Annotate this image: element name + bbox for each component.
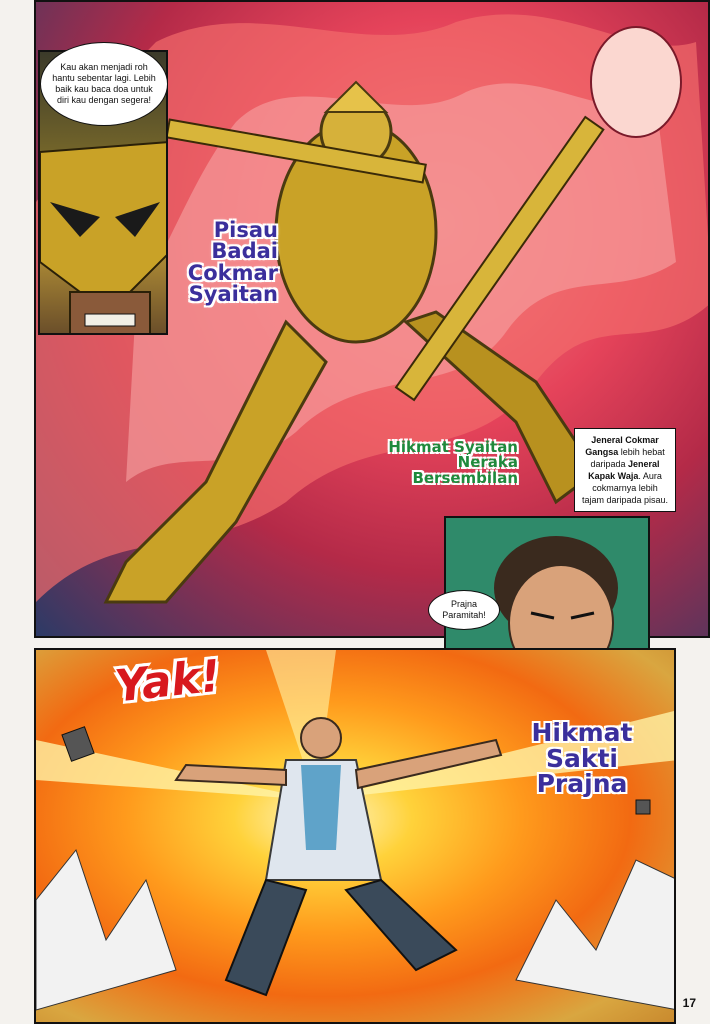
sfx-yak: Yak! bbox=[112, 650, 223, 713]
caption-text-1: lebih hebat daripada bbox=[590, 447, 665, 469]
sfx-pisau-badai: Pisau Badai Cokmar Syaitan bbox=[187, 218, 278, 307]
speech-bubble-mask: Kau akan menjadi roh hantu sebentar lagi. Lebih baik kau baca doa untuk diri kau dengan segera! bbox=[40, 42, 168, 126]
speech-bubble-monk: Prajna Paramitah! bbox=[428, 590, 500, 630]
caption-bold-1: Jeneral Cokmar Gangsa bbox=[585, 435, 659, 457]
sfx-hikmat-sakti-prajna: Hikmat Sakti Prajna bbox=[531, 718, 633, 798]
caption-bold-2: Jeneral Kapak Waja bbox=[588, 459, 660, 481]
caption-text-2: . Aura cokmarnya lebih tajam daripada pisau. bbox=[581, 471, 669, 505]
narration-caption bbox=[574, 428, 676, 512]
page-number: 17 bbox=[682, 996, 696, 1010]
sfx-hikmat-syaitan: Hikmat Syaitan Neraka Bersembilan bbox=[388, 438, 518, 487]
